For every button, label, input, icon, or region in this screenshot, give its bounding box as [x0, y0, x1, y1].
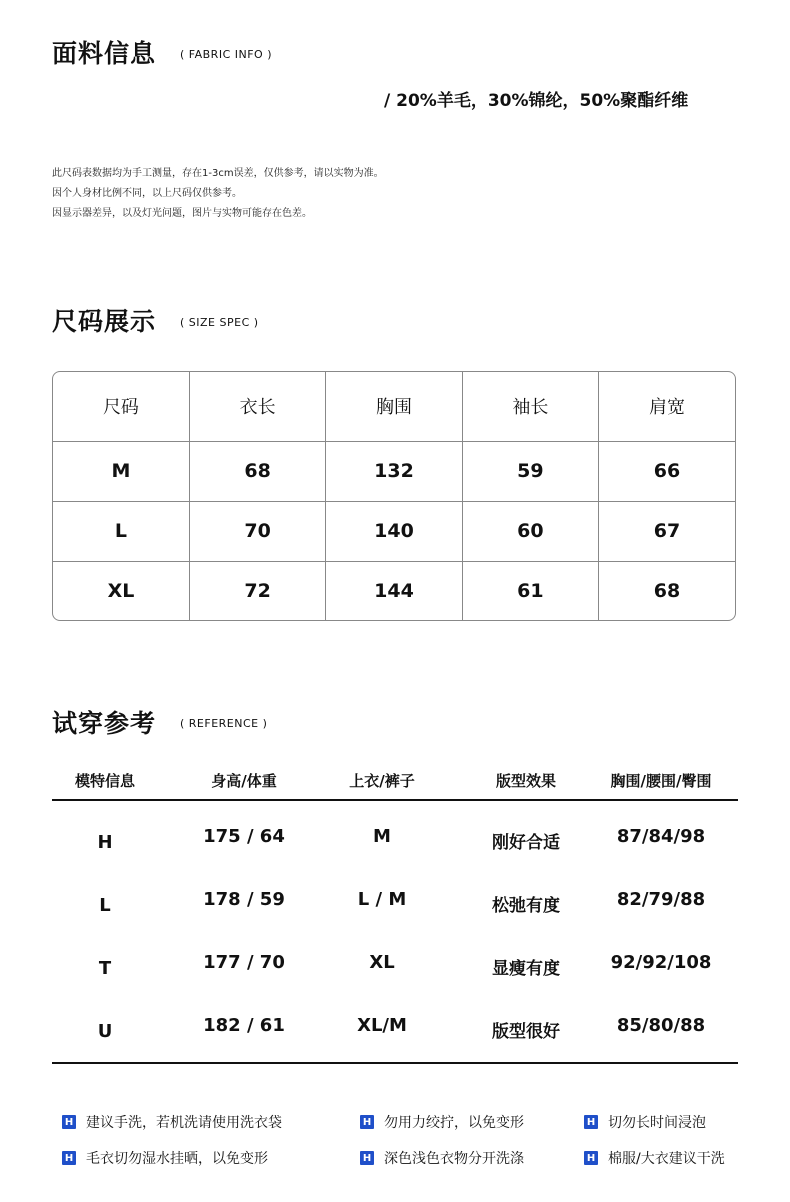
top-bottom-size: M [373, 826, 391, 847]
reference-row [52, 1015, 738, 1045]
note-line: 此尺码表数据均为手工测量，存在1-3cm误差，仅供参考，请以实物为准。 [52, 168, 384, 179]
care-item [584, 1112, 706, 1132]
fabric-subtitle: ( FABRIC INFO ) [180, 48, 272, 61]
size-cell: 144 [326, 561, 462, 620]
care-text: 切勿长时间浸泡 [608, 1115, 706, 1131]
care-item [584, 1148, 725, 1168]
size-row [53, 501, 735, 561]
care-h-icon: H [584, 1151, 598, 1165]
care-h-icon: H [62, 1151, 76, 1165]
size-cell: 60 [462, 501, 598, 561]
height-weight: 182 / 61 [203, 1015, 285, 1036]
care-item [62, 1148, 268, 1168]
care-text: 毛衣切勿湿水挂晒，以免变形 [86, 1151, 268, 1167]
reference-header-cell: 身高/体重 [211, 772, 277, 790]
height-weight: 178 / 59 [203, 889, 285, 910]
size-cell: 66 [599, 441, 735, 501]
top-bottom-size: XL/M [357, 1015, 407, 1036]
size-cell: 132 [326, 441, 462, 501]
top-bottom-size: XL [369, 952, 395, 973]
reference-top-divider [52, 799, 738, 801]
size-header-cell: 胸围 [326, 372, 462, 441]
model-id: U [97, 1021, 113, 1042]
size-header-cell: 衣长 [189, 372, 325, 441]
fit-effect: 松弛有度 [492, 896, 560, 916]
reference-title: 试穿参考 [52, 709, 157, 738]
reference-header-cell: 上衣/裤子 [349, 772, 415, 790]
reference-header-cell: 模特信息 [74, 772, 135, 790]
size-table [52, 371, 736, 621]
size-subtitle: ( SIZE SPEC ) [180, 316, 259, 329]
measurements: 85/80/88 [616, 1015, 706, 1036]
model-id: L [99, 895, 111, 916]
size-cell: 68 [189, 441, 325, 501]
reference-bottom-divider [52, 1062, 738, 1064]
size-cell: XL [53, 561, 189, 620]
size-cell: M [53, 441, 189, 501]
size-cell: 61 [462, 561, 598, 620]
care-text: 棉服/大衣建议干洗 [608, 1151, 725, 1167]
model-id: T [98, 958, 112, 979]
size-cell: 70 [189, 501, 325, 561]
care-text: 建议手洗，若机洗请使用洗衣袋 [86, 1115, 282, 1131]
fabric-title: 面料信息 [52, 39, 157, 68]
fit-effect: 版型很好 [492, 1022, 560, 1042]
reference-header [52, 770, 738, 794]
size-header-cell: 尺码 [53, 372, 189, 441]
reference-header-cell: 版型效果 [495, 772, 556, 790]
measurements: 87/84/98 [616, 826, 706, 847]
top-bottom-size: L / M [357, 889, 407, 910]
fit-effect: 刚好合适 [492, 833, 560, 853]
fit-effect: 显瘦有度 [492, 959, 560, 979]
size-title: 尺码展示 [52, 307, 157, 336]
fabric-composition: / 20%羊毛，30%锦纶，50%聚酯纤维 [384, 91, 689, 111]
reference-row [52, 826, 738, 856]
size-cell: L [53, 501, 189, 561]
reference-row [52, 952, 738, 982]
size-cell: 67 [599, 501, 735, 561]
care-item [62, 1112, 282, 1132]
size-header-cell: 袖长 [462, 372, 598, 441]
height-weight: 177 / 70 [203, 952, 285, 973]
care-text: 深色浅色衣物分开洗涤 [384, 1151, 524, 1167]
size-header-cell: 肩宽 [599, 372, 735, 441]
care-h-icon: H [62, 1115, 76, 1129]
reference-header-cell: 胸围/腰围/臀围 [610, 772, 712, 790]
size-table-header [53, 372, 735, 441]
size-cell: 59 [462, 441, 598, 501]
care-item [360, 1148, 524, 1168]
size-cell: 72 [189, 561, 325, 620]
size-cell: 68 [653, 579, 681, 602]
height-weight: 175 / 64 [203, 826, 285, 847]
reference-subtitle: ( REFERENCE ) [180, 717, 268, 730]
model-id: H [97, 832, 113, 853]
measurements: 82/79/88 [616, 889, 706, 910]
note-line: 因个人身材比例不同，以上尺码仅供参考。 [52, 188, 242, 199]
notes [52, 164, 384, 224]
reference-row [52, 889, 738, 919]
care-text: 勿用力绞拧，以免变形 [384, 1115, 524, 1131]
care-h-icon: H [584, 1115, 598, 1129]
note-line: 因显示器差异，以及灯光问题，图片与实物可能存在色差。 [52, 208, 312, 219]
care-item [360, 1112, 524, 1132]
care-h-icon: H [360, 1151, 374, 1165]
size-row [53, 561, 735, 620]
measurements: 92/92/108 [610, 952, 712, 973]
size-row [53, 441, 735, 501]
size-cell: 140 [326, 501, 462, 561]
care-h-icon: H [360, 1115, 374, 1129]
